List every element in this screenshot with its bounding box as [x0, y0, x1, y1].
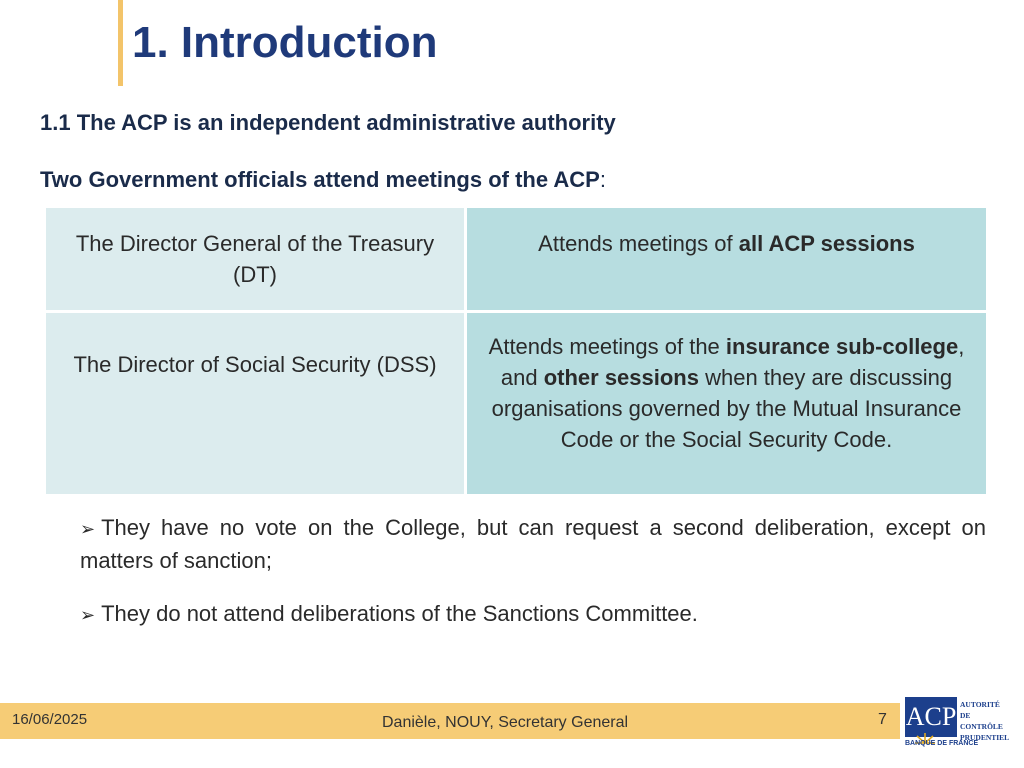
- footer-date: 16/06/2025: [12, 711, 88, 728]
- logo-line: PRUDENTIEL: [960, 733, 1010, 742]
- lead-text: [40, 167, 606, 193]
- table-row: [45, 312, 988, 496]
- list-item: [80, 512, 986, 576]
- text-run: , and: [500, 334, 965, 390]
- text-run: Attends meetings of the: [488, 334, 726, 359]
- footer-author: Danièle, NOUY, Secretary General: [382, 714, 629, 731]
- logo-text: [960, 699, 1015, 743]
- slide-title: 1. Introduction: [132, 18, 438, 67]
- bullet-text: They have no vote on the College, but can request a second deliberation, except on matters of sanction;: [80, 515, 986, 573]
- list-item: [80, 598, 986, 631]
- bullet-text: They do not attend deliberations of the Sanctions Committee.: [101, 601, 698, 626]
- page-number: 7: [878, 711, 887, 728]
- text-run: Attends meetings of: [538, 231, 739, 256]
- bold-text: insurance sub-college: [725, 334, 959, 359]
- role-cell: The Director of Social Security (DSS): [45, 312, 466, 496]
- title-accent-bar: [118, 0, 123, 86]
- desc-cell: [466, 207, 988, 312]
- bold-text: all ACP sessions: [738, 231, 915, 256]
- logo-line: DE CONTRÔLE: [960, 711, 1003, 731]
- lead-bold: Two Government officials attend meetings of the ACP: [40, 167, 600, 192]
- logo-mark: ACP: [905, 697, 957, 737]
- text-run: when they are discussing organisations governed by the Mutual Insurance Code or the Social Security Code.: [491, 365, 962, 452]
- bullet-list: [80, 512, 986, 653]
- bold-text: other sessions: [543, 365, 699, 390]
- role-cell: The Director General of the Treasury (DT): [45, 207, 466, 312]
- table-row: [45, 207, 988, 312]
- acp-logo: [905, 697, 1015, 755]
- logo-bank: BANQUE DE FRANCE: [905, 740, 979, 747]
- desc-cell: [466, 312, 988, 496]
- arrow-bullet-icon: ➢: [80, 519, 96, 539]
- arrow-bullet-icon: ➢: [80, 605, 96, 625]
- logo-line: AUTORITÉ: [960, 700, 1000, 709]
- officials-table: [43, 205, 989, 497]
- lead-suffix: :: [599, 167, 606, 192]
- section-subtitle: 1.1 The ACP is an independent administrative authority: [40, 110, 616, 135]
